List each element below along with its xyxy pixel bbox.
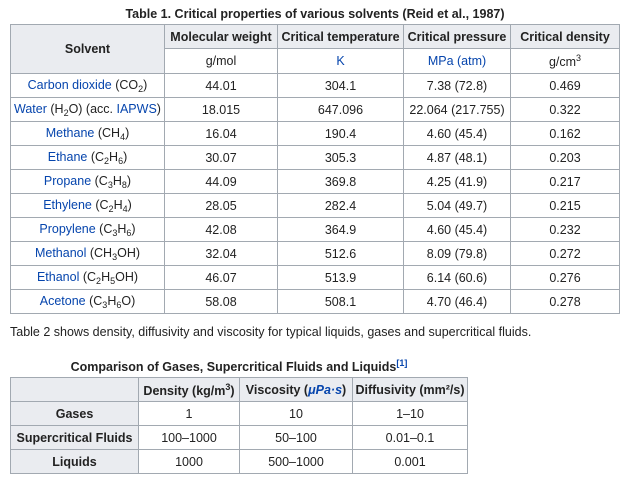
formula-subscript: 2 bbox=[108, 203, 114, 214]
value-cell-diffusivity: 1–10 bbox=[353, 402, 468, 426]
table-row bbox=[11, 266, 620, 290]
formula-text: H bbox=[112, 173, 122, 188]
formula-text: (C bbox=[91, 197, 109, 212]
header-solvent: Solvent bbox=[11, 25, 165, 74]
value-cell-temp: 364.9 bbox=[278, 218, 404, 242]
value-cell-pressure: 6.14 (60.6) bbox=[404, 266, 511, 290]
formula-subscript: 2 bbox=[63, 107, 69, 118]
value-cell-pressure: 4.87 (48.1) bbox=[404, 146, 511, 170]
formula-subscript: 4 bbox=[120, 131, 126, 142]
solvent-link[interactable]: Ethane bbox=[47, 149, 88, 164]
iapws-link[interactable]: IAPWS bbox=[116, 101, 157, 116]
table1-caption: Table 1. Critical properties of various solvents (Reid et al., 1987) bbox=[125, 7, 505, 21]
formula-text: (H bbox=[46, 101, 64, 116]
formula-text: (CH bbox=[86, 245, 113, 260]
value-cell-temp: 508.1 bbox=[278, 290, 404, 314]
table-row bbox=[11, 170, 620, 194]
solvent-link[interactable]: Propane bbox=[43, 173, 92, 188]
formula-text: O) bbox=[121, 293, 136, 308]
value-cell-diffusivity: 0.001 bbox=[353, 450, 468, 474]
formula-subscript: 6 bbox=[118, 155, 124, 166]
formula-subscript: 6 bbox=[126, 227, 132, 238]
solvent-link[interactable]: Acetone bbox=[39, 293, 86, 308]
header-critical-temperature: Critical temperature bbox=[278, 25, 404, 49]
value-cell-density: 0.232 bbox=[511, 218, 620, 242]
value-cell-density: 100–1000 bbox=[139, 426, 240, 450]
solvent-cell bbox=[11, 170, 165, 194]
solvent-link[interactable]: Ethanol bbox=[36, 269, 80, 284]
value-cell-pressure: 22.064 (217.755) bbox=[404, 98, 511, 122]
formula-subscript: 3 bbox=[112, 227, 118, 238]
table-row bbox=[11, 450, 468, 474]
value-cell-temp: 369.8 bbox=[278, 170, 404, 194]
value-cell-mw: 30.07 bbox=[165, 146, 278, 170]
value-cell-pressure: 4.70 (46.4) bbox=[404, 290, 511, 314]
formula-text: (C bbox=[91, 173, 108, 188]
formula-text: O) (acc. bbox=[68, 101, 117, 116]
value-cell-density: 0.272 bbox=[511, 242, 620, 266]
formula-subscript: 6 bbox=[116, 299, 122, 310]
value-cell-mw: 44.01 bbox=[165, 74, 278, 98]
header-density-post: ) bbox=[230, 383, 235, 398]
formula-subscript: 2 bbox=[138, 83, 144, 94]
row-label: Liquids bbox=[11, 450, 139, 474]
formula-text: (CH bbox=[94, 125, 121, 140]
solvent-cell bbox=[11, 266, 165, 290]
solvent-link[interactable]: Methanol bbox=[34, 245, 87, 260]
formula-subscript: 3 bbox=[107, 179, 113, 190]
value-cell-mw: 46.07 bbox=[165, 266, 278, 290]
solvent-link[interactable]: Ethylene bbox=[43, 197, 92, 212]
header-density-exp: 3 bbox=[225, 381, 231, 392]
table-row bbox=[11, 98, 620, 122]
value-cell-mw: 16.04 bbox=[165, 122, 278, 146]
formula-subscript: 3 bbox=[102, 299, 108, 310]
table-row bbox=[11, 218, 620, 242]
formula-text: (C bbox=[85, 293, 103, 308]
value-cell-mw: 32.04 bbox=[165, 242, 278, 266]
header-critical-density: Critical density bbox=[511, 25, 620, 49]
value-cell-density: 0.322 bbox=[511, 98, 620, 122]
value-cell-density: 0.278 bbox=[511, 290, 620, 314]
table-row bbox=[11, 290, 620, 314]
critical-properties-table bbox=[10, 4, 620, 314]
formula-text: H bbox=[107, 293, 117, 308]
header-density bbox=[139, 378, 240, 402]
formula-subscript: 2 bbox=[104, 155, 110, 166]
table2-caption bbox=[11, 353, 468, 378]
formula-text: (C bbox=[95, 221, 113, 236]
formula-text: OH) bbox=[115, 269, 139, 284]
header-viscosity-post: ) bbox=[342, 382, 347, 397]
unit-density-exp: 3 bbox=[576, 53, 582, 63]
header-critical-pressure: Critical pressure bbox=[404, 25, 511, 49]
value-cell-density: 1 bbox=[139, 402, 240, 426]
table2-intro-paragraph: Table 2 shows density, diffusivity and viscosity for typical liquids, gases and supercritical fluids. bbox=[10, 325, 532, 339]
value-cell-mw: 18.015 bbox=[165, 98, 278, 122]
formula-text: ) bbox=[125, 125, 130, 140]
header-diffusivity: Diffusivity (mm²/s) bbox=[353, 378, 468, 402]
value-cell-mw: 44.09 bbox=[165, 170, 278, 194]
header-empty-corner bbox=[11, 378, 139, 402]
formula-text: ) bbox=[156, 101, 161, 116]
solvent-cell bbox=[11, 194, 165, 218]
value-cell-viscosity: 500–1000 bbox=[240, 450, 353, 474]
formula-subscript: 8 bbox=[121, 179, 127, 190]
value-cell-temp: 512.6 bbox=[278, 242, 404, 266]
row-label: Gases bbox=[11, 402, 139, 426]
formula-text: ) bbox=[126, 173, 132, 188]
value-cell-density: 0.215 bbox=[511, 194, 620, 218]
value-cell-pressure: 4.60 (45.4) bbox=[404, 122, 511, 146]
solvent-link[interactable]: Water bbox=[14, 101, 47, 116]
value-cell-temp: 513.9 bbox=[278, 266, 404, 290]
formula-text: H bbox=[113, 197, 123, 212]
value-cell-mw: 28.05 bbox=[165, 194, 278, 218]
table-row bbox=[11, 194, 620, 218]
citation-link[interactable]: [1] bbox=[396, 358, 408, 368]
formula-subscript: 3 bbox=[112, 251, 118, 262]
header-viscosity-pre: Viscosity ( bbox=[245, 382, 309, 397]
table-row bbox=[11, 402, 468, 426]
solvent-cell bbox=[11, 74, 165, 98]
value-cell-pressure: 7.38 (72.8) bbox=[404, 74, 511, 98]
formula-text: ) bbox=[143, 77, 148, 92]
unit-kelvin-link[interactable]: K bbox=[278, 49, 404, 74]
value-cell-density: 0.203 bbox=[511, 146, 620, 170]
unit-pressure-link[interactable]: MPa (atm) bbox=[404, 49, 511, 74]
solvent-link[interactable]: Methane bbox=[45, 125, 95, 140]
formula-subscript: 5 bbox=[110, 275, 116, 286]
value-cell-pressure: 4.25 (41.9) bbox=[404, 170, 511, 194]
value-cell-density: 0.162 bbox=[511, 122, 620, 146]
value-cell-mw: 42.08 bbox=[165, 218, 278, 242]
value-cell-density: 0.276 bbox=[511, 266, 620, 290]
unit-molecular-weight: g/mol bbox=[165, 49, 278, 74]
value-cell-pressure: 4.60 (45.4) bbox=[404, 218, 511, 242]
viscosity-unit-link[interactable]: μPa·s bbox=[308, 382, 343, 397]
formula-text: ) bbox=[127, 197, 132, 212]
solvent-cell bbox=[11, 218, 165, 242]
value-cell-temp: 304.1 bbox=[278, 74, 404, 98]
formula-text: H bbox=[117, 221, 127, 236]
header-viscosity bbox=[240, 378, 353, 402]
formula-text: ) bbox=[123, 149, 128, 164]
table-row bbox=[11, 242, 620, 266]
unit-density-base: g/cm bbox=[548, 55, 577, 69]
formula-text: H bbox=[109, 149, 119, 164]
solvent-cell bbox=[11, 98, 165, 122]
solvent-cell bbox=[11, 242, 165, 266]
value-cell-density: 1000 bbox=[139, 450, 240, 474]
solvent-link[interactable]: Carbon dioxide bbox=[27, 77, 112, 92]
solvent-cell bbox=[11, 122, 165, 146]
formula-text: ) bbox=[131, 221, 136, 236]
value-cell-viscosity: 10 bbox=[240, 402, 353, 426]
table-row bbox=[11, 146, 620, 170]
header-molecular-weight: Molecular weight bbox=[165, 25, 278, 49]
solvent-cell bbox=[11, 146, 165, 170]
table-row bbox=[11, 74, 620, 98]
value-cell-pressure: 8.09 (79.8) bbox=[404, 242, 511, 266]
fluid-comparison-table bbox=[10, 353, 468, 474]
value-cell-temp: 305.3 bbox=[278, 146, 404, 170]
solvent-cell bbox=[11, 290, 165, 314]
unit-density bbox=[511, 49, 620, 74]
value-cell-mw: 58.08 bbox=[165, 290, 278, 314]
formula-text: OH) bbox=[117, 245, 141, 260]
row-label: Supercritical Fluids bbox=[11, 426, 139, 450]
value-cell-temp: 647.096 bbox=[278, 98, 404, 122]
value-cell-diffusivity: 0.01–0.1 bbox=[353, 426, 468, 450]
value-cell-viscosity: 50–100 bbox=[240, 426, 353, 450]
formula-text: (CO bbox=[111, 77, 139, 92]
table2-caption-text: Comparison of Gases, Supercritical Fluids and Liquids bbox=[70, 360, 397, 374]
solvent-link[interactable]: Propylene bbox=[39, 221, 96, 236]
formula-text: H bbox=[101, 269, 111, 284]
formula-text: (C bbox=[79, 269, 97, 284]
value-cell-pressure: 5.04 (49.7) bbox=[404, 194, 511, 218]
table-row bbox=[11, 426, 468, 450]
value-cell-temp: 190.4 bbox=[278, 122, 404, 146]
formula-text: (C bbox=[87, 149, 105, 164]
formula-subscript: 4 bbox=[122, 203, 128, 214]
table-row bbox=[11, 122, 620, 146]
formula-subscript: 2 bbox=[96, 275, 102, 286]
value-cell-temp: 282.4 bbox=[278, 194, 404, 218]
value-cell-density: 0.469 bbox=[511, 74, 620, 98]
header-density-pre: Density (kg/m bbox=[143, 383, 226, 398]
value-cell-density: 0.217 bbox=[511, 170, 620, 194]
